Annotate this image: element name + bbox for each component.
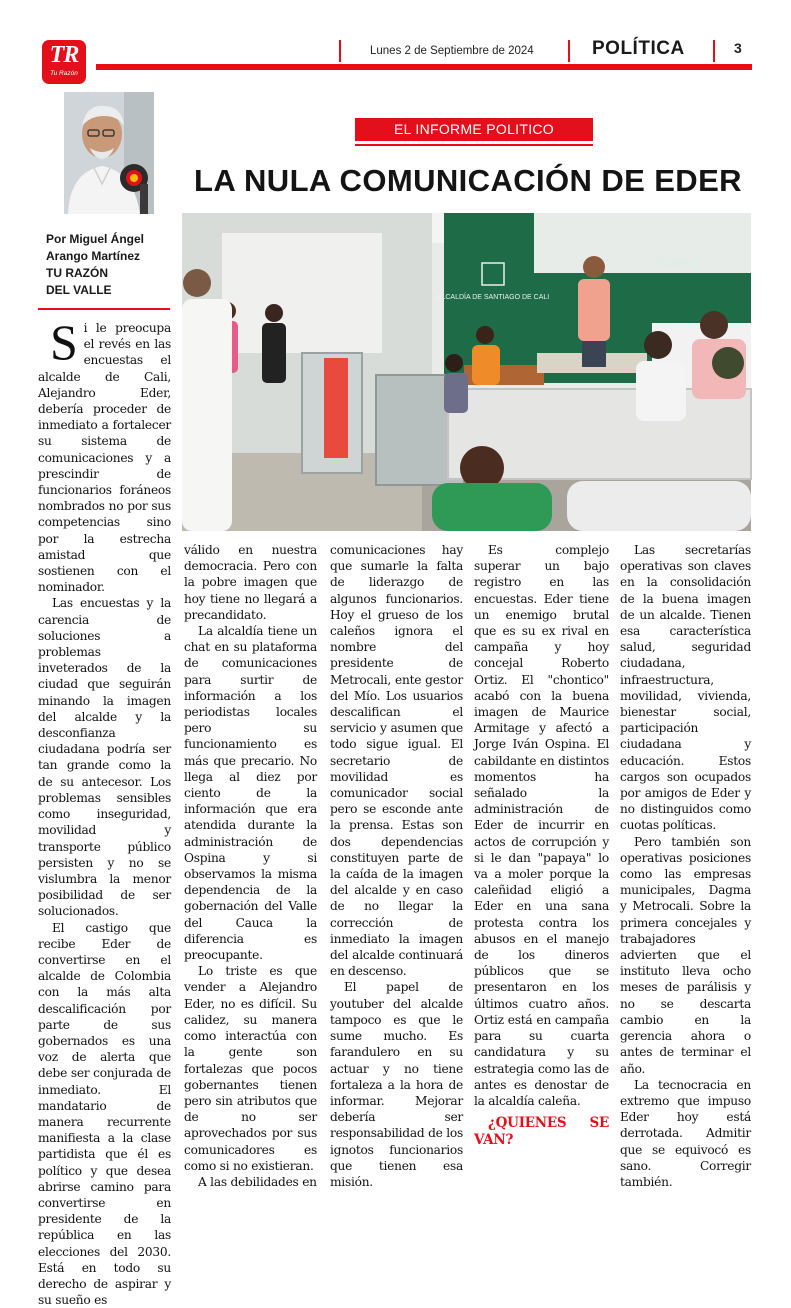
kicker-underline bbox=[355, 144, 593, 146]
article-paragraph bbox=[38, 314, 171, 595]
byline-rule bbox=[38, 308, 170, 310]
article-lead-text: i le preocupa el revés en las encuestas el alcalde de Cali, Alejandro Eder, debería proceder de inmediato a fortalecer su sistema de comunicaciones y a prescindir de funcionarios foráneos nombrados no por sus competencias sino por la estrecha amistad que sostienen con el nominador. bbox=[38, 321, 171, 595]
article-paragraph: válido en nuestra democracia. Pero con la pobre imagen que hoy tiene no llegará a precandidato. bbox=[184, 543, 317, 622]
article-kicker: EL INFORME POLITICO bbox=[355, 118, 593, 141]
article-paragraph: La tecnocracia en extremo que impuso Eder hoy está derrotada. Admitir que se equivocó es sano. Corregir también. bbox=[620, 1077, 751, 1189]
article-paragraph: El castigo que recibe Eder de convertirse en el alcalde de Colombia con la más alta descalificación por parte de sus gobernados es una voz de alerta que debe ser conjurada de inmediato. El mandatario de manera recurrente manifiesta a la clase partidista que él es político y que desea abrirse camino para convertirse en presidente de la república en las elecciones del 2030. Está en todo su derecho de aspirar y su sueño es bbox=[38, 920, 171, 1308]
header-divider bbox=[713, 40, 715, 62]
photo-sign-text: ALCALDÍA DE SANTIAGO DE CALI bbox=[436, 294, 550, 301]
newspaper-logo bbox=[42, 40, 86, 84]
article-paragraph: A las debilidades en bbox=[198, 1174, 317, 1189]
office-scene-illustration bbox=[182, 213, 751, 531]
article-column-5 bbox=[620, 542, 751, 1190]
header-divider bbox=[339, 40, 341, 62]
article-subheading: ¿QUIENES SE VAN? bbox=[474, 1115, 609, 1149]
byline-line: DEL VALLE bbox=[46, 283, 112, 297]
drop-cap: S bbox=[50, 314, 78, 370]
article-paragraph: El papel de youtuber del alcalde tampoco es que le sume mucho. Es farandulero en su actuar y no tiene fortaleza a la hora de informar. Mejorar debería ser responsabilidad de los ignotos funcionarios que tienen esa misión. bbox=[330, 980, 463, 1189]
header-divider bbox=[568, 40, 570, 62]
article-paragraph: comunicaciones hay que sumarle la falta de liderazgo de algunos funcionarios. Hoy el grueso de los caleños ignora el nombre del presidente de Metrocali, ente gestor del Mío. Los usuarios descalifican el servicio y asumen que todo sigue igual. El secretario de movilidad es comunicador social pero se esconde ante la prensa. Estas son dos dependencias constituyen parte de la caída de la imagen del alcalde y en caso de no llegar la corrección de inmediato la imagen del alcalde continuará en descenso. bbox=[330, 543, 463, 979]
article-paragraph: Las secretarías operativas son claves en la consolidación de la buena imagen de un alcalde. Tienen esa característica salud, seguridad ciudadana, infraestructura, movilidad, vivienda, bienestar social, participación ciudadana y educación. Estos cargos son ocupados por amigos de Eder y no distinguidos como cuotas políticas. bbox=[620, 543, 751, 833]
main-article-photo bbox=[182, 213, 751, 531]
article-paragraph: Lo triste es que vender a Alejandro Eder, no es difícil. Su calidez, su manera como interactúa con la gente son fortalezas que pocos gobernantes tienen pero sin atributos que de no ser aprovechados por sus comunicadores es como si no existieran. bbox=[184, 964, 317, 1173]
article-headline: LA NULA COMUNICACIÓN DE EDER bbox=[194, 163, 742, 198]
author-portrait-illustration bbox=[64, 92, 154, 214]
byline-line: TU RAZÓN bbox=[46, 266, 108, 280]
page-number: 3 bbox=[734, 40, 742, 56]
article-paragraph: Es complejo superar un bajo registro en las encuestas. Eder tiene un enemigo brutal que es su ex rival en campaña y hoy concejal Roberto Ortiz. El "chontico" acabó con la buena imagen de Maurice Armitage y afectó a Jorge Iván Ospina. El cabildante en distintos momentos ha señalado la administración de Eder de incurrir en actos de corrupción y si le dan "papaya" lo va a moler porque la caleñidad eligió a Eder en una sana protesta contra los abusos en el manejo de los dineros públicos que se presentaron en los últimos cuatro años. Ortiz está en campaña para su cuarta candidatura y su estrategia como las de antes es denostar de la alcaldía caleña. bbox=[474, 543, 609, 1108]
article-paragraph: La alcaldía tiene un chat en su plataforma de comunicaciones para surtir de información a los periodistas locales pero su funcionamiento es más que precario. No llega al diez por ciento de la información que era atendida durante la administración de Ospina y si observamos la misma dependencia de la gobernación del Valle del Cauca la diferencia es preocupante. bbox=[184, 624, 317, 963]
photo-wall-text: iones bbox=[657, 254, 699, 271]
article-column-4 bbox=[474, 542, 609, 1149]
header-rule bbox=[96, 64, 752, 70]
author-photo bbox=[64, 92, 154, 214]
article-column-2 bbox=[184, 542, 317, 1190]
section-title: POLÍTICA bbox=[592, 38, 685, 59]
article-paragraph: Las encuestas y la carencia de soluciones a problemas inveterados de la ciudad que seguirán minando la imagen del alcalde y la desconfianza ciudadana podría ser tan grande como la de su antecesor. Los problemas sensibles como inseguridad, movilidad y transporte público persisten y no se vislumbra la menor posibilidad de ser solucionados. bbox=[38, 596, 171, 919]
logo-subtext: Tu Razón bbox=[50, 70, 78, 77]
article-paragraph: Pero también son operativas posiciones como las empresas municipales, Dagma y Metrocali. Sobre la primera concejales y trabajadores advierten que el instituto lleva ocho meses de parálisis y no se descarta cambio en la gerencia ahora o antes de terminar el año. bbox=[620, 834, 751, 1076]
article-column-3 bbox=[330, 542, 463, 1190]
article-column-1 bbox=[38, 314, 171, 1308]
issue-date: Lunes 2 de Septiembre de 2024 bbox=[370, 45, 534, 57]
author-byline bbox=[46, 231, 144, 299]
logo-letters: TR bbox=[49, 42, 79, 68]
byline-line: Arango Martínez bbox=[46, 249, 141, 263]
byline-line: Por Miguel Ángel bbox=[46, 232, 145, 246]
